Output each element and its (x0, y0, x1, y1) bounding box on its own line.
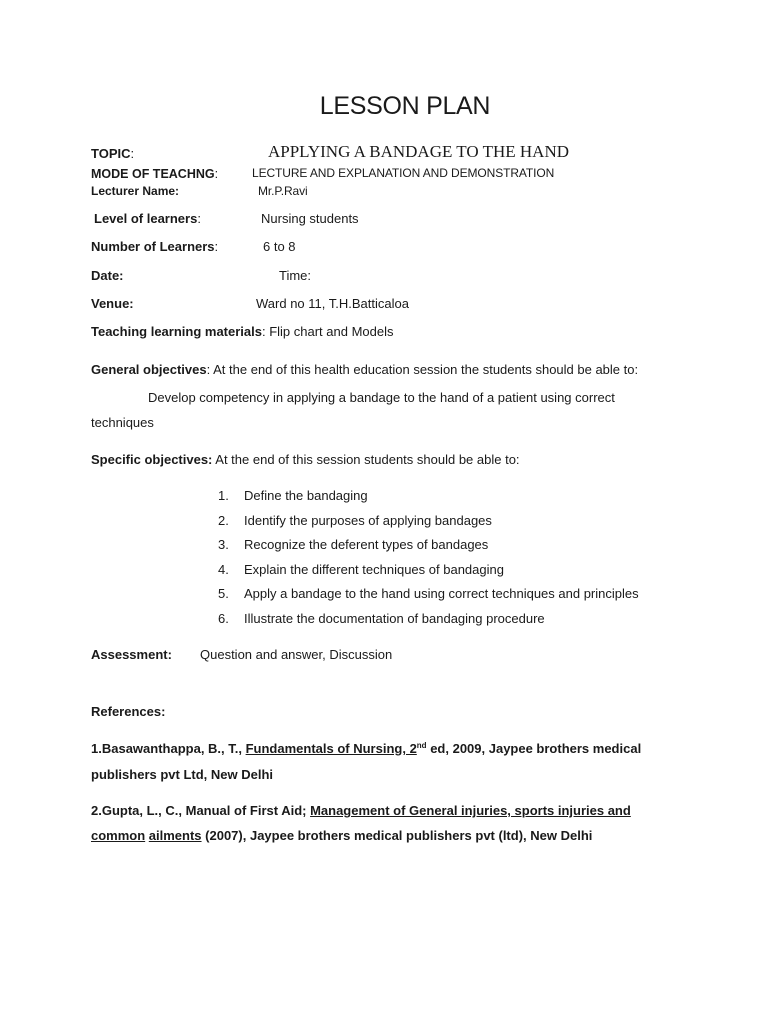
specific-objectives-label: Specific objectives: (91, 452, 213, 467)
topic-value: APPLYING A BANDAGE TO THE HAND (268, 142, 570, 161)
venue-label: Venue: (91, 296, 134, 311)
mode-label: MODE OF TEACHNG: (91, 167, 219, 181)
materials-line (91, 324, 394, 339)
number-value: 6 to 8 (263, 239, 296, 254)
reference-2-line1: 2.Gupta, L., C., Manual of First Aid; Management of General injuries, sports injuries and (91, 803, 631, 818)
list-item: 4. Explain the different techniques of bandaging (218, 561, 504, 577)
list-item: 2. Identify the purposes of applying bandages (218, 512, 492, 528)
materials-label: Teaching learning materials (91, 324, 262, 339)
specific-objectives-list (218, 488, 639, 635)
level-label: Level of learners: (94, 211, 201, 226)
lecturer-label: Lecturer Name: (91, 184, 180, 198)
list-item: 3. Recognize the deferent types of bandages (218, 537, 489, 552)
lecturer-value: Mr.P.Ravi (258, 184, 308, 198)
general-objectives-label: General objectives (91, 362, 207, 377)
time-label: Time: (279, 268, 312, 283)
assessment-label: Assessment: (91, 647, 172, 662)
mode-value: LECTURE AND EXPLANATION AND DEMONSTRATION (252, 166, 555, 180)
venue-value: Ward no 11, T.H.Batticaloa (256, 296, 409, 311)
assessment-value: Question and answer, Discussion (200, 647, 393, 662)
date-label: Date: (91, 268, 124, 283)
general-objective-line2: techniques (91, 415, 154, 430)
list-item: 5. Apply a bandage to the hand using correct techniques and principles (218, 586, 639, 601)
reference-1-line2: publishers pvt Ltd, New Delhi (91, 767, 274, 782)
materials-value: : Flip chart and Models (261, 324, 394, 339)
list-item: 6. Illustrate the documentation of bandaging procedure (218, 610, 545, 626)
number-label: Number of Learners: (91, 239, 219, 254)
specific-objectives-intro: Specific objectives: At the end of this session students should be able to: (91, 452, 520, 467)
level-value: Nursing students (261, 211, 359, 226)
list-item: 1. Define the bandaging (218, 488, 368, 503)
reference-2-line2: common ailments (2007), Jaypee brothers medical publishers pvt (ltd), New Delhi (91, 828, 593, 843)
general-objectives-intro: General objectives: At the end of this health education session the students should be able to: (91, 362, 639, 377)
topic-label: TOPIC: (91, 146, 135, 161)
general-objective-line1: Develop competency in applying a bandage to the hand of a patient using correct (148, 390, 615, 405)
page-title: LESSON PLAN (319, 92, 491, 120)
references-heading: References: (91, 704, 166, 719)
reference-1-line1: 1.Basawanthappa, B., T., Fundamentals of Nursing, 2nd ed, 2009, Jaypee brothers medical (91, 741, 642, 756)
